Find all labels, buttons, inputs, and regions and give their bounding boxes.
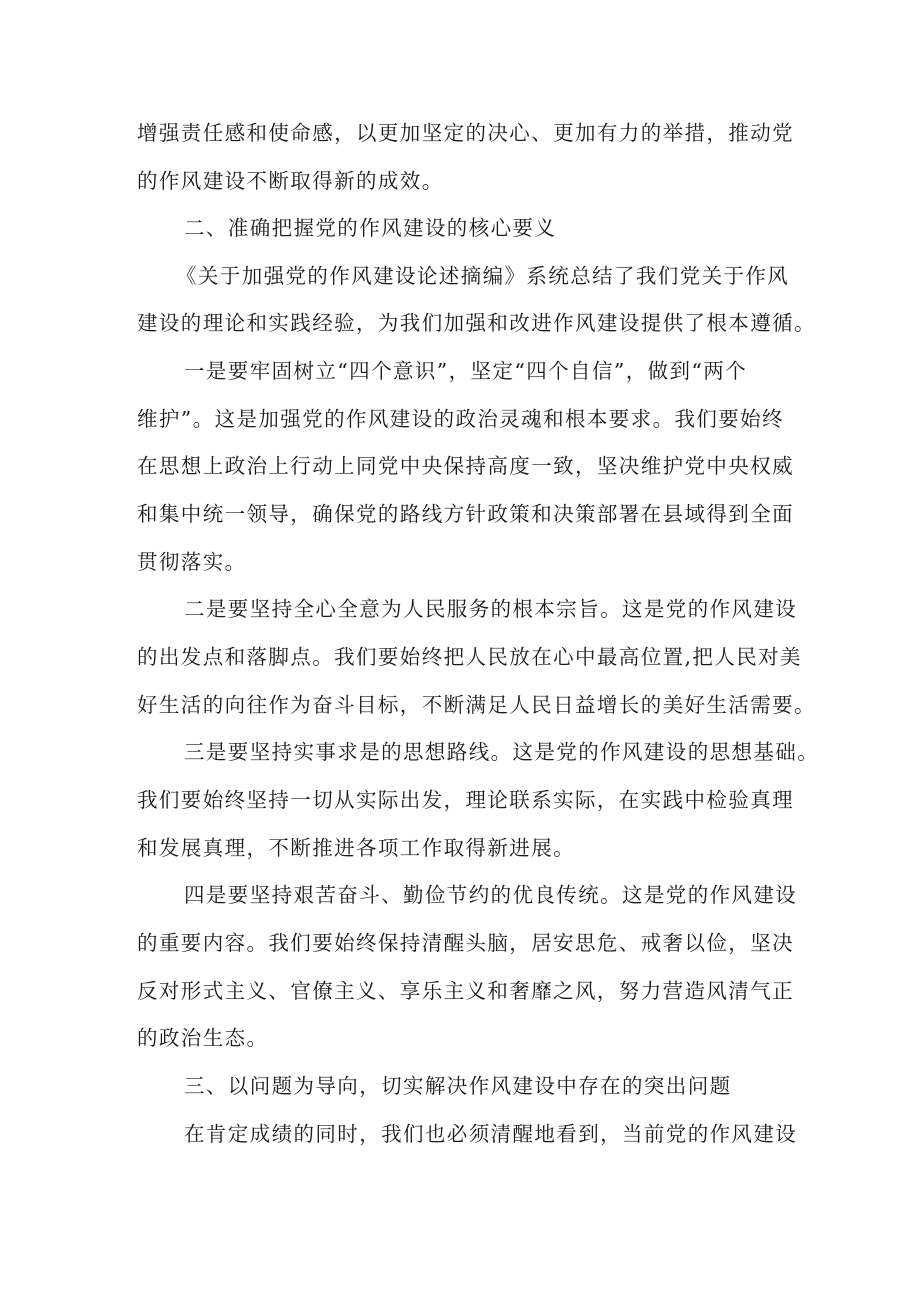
text-line: 在肯定成绩的同时，我们也必须清醒地看到，当前党的作风建设 — [184, 1122, 798, 1146]
text-line: 《关于加强党的作风建设论述摘编》系统总结了我们党关于作风 — [176, 264, 790, 288]
text-line: 的重要内容。我们要始终保持清醒头脑，居安思危、戒奢以俭，坚决 — [137, 931, 794, 955]
text-line: 和集中统一领导，确保党的路线方针政策和决策部署在县域得到全面 — [137, 502, 794, 526]
text-line: 的政治生态。 — [137, 1026, 269, 1050]
section-heading-3: 三、以问题为导向，切实解决作风建设中存在的突出问题 — [184, 1074, 732, 1098]
text-line: 和发展真理，不断推进各项工作取得新进展。 — [137, 836, 575, 860]
text-line: 反对形式主义、官僚主义、享乐主义和奢靡之风，努力营造风清气正 — [137, 979, 794, 1003]
text-line: 贯彻落实。 — [137, 550, 247, 574]
text-line: 的作风建设不断取得新的成效。 — [137, 169, 444, 193]
text-line: 二是要坚持全心全意为人民服务的根本宗旨。这是党的作风建设 — [184, 597, 798, 621]
section-heading-2: 二、准确把握党的作风建设的核心要义 — [184, 216, 557, 240]
text-line: 四是要坚持艰苦奋斗、勤俭节约的优良传统。这是党的作风建设 — [184, 883, 798, 907]
text-line: 好生活的向往作为奋斗目标，不断满足人民日益增长的美好生活需要。 — [137, 693, 816, 717]
text-line: 建设的理论和实践经验，为我们加强和改进作风建设提供了根本遵循。 — [137, 311, 816, 335]
text-line: 在思想上政治上行动上同党中央保持高度一致，坚决维护党中央权威 — [137, 454, 794, 478]
text-line: 的出发点和落脚点。我们要始终把人民放在心中最高位置,把人民对美 — [137, 645, 802, 669]
text-line: 我们要始终坚持一切从实际出发，理论联系实际，在实践中检验真理 — [137, 788, 794, 812]
text-line: 三是要坚持实事求是的思想路线。这是党的作风建设的思想基础。 — [184, 740, 820, 764]
text-line: 增强责任感和使命感，以更加坚定的决心、更加有力的举措，推动党 — [137, 121, 794, 145]
text-line: 维护”。这是加强党的作风建设的政治灵魂和根本要求。我们要始终 — [137, 407, 784, 431]
text-line: 一是要牢固树立“四个意识”，坚定“四个自信”，做到“两个 — [184, 359, 748, 383]
